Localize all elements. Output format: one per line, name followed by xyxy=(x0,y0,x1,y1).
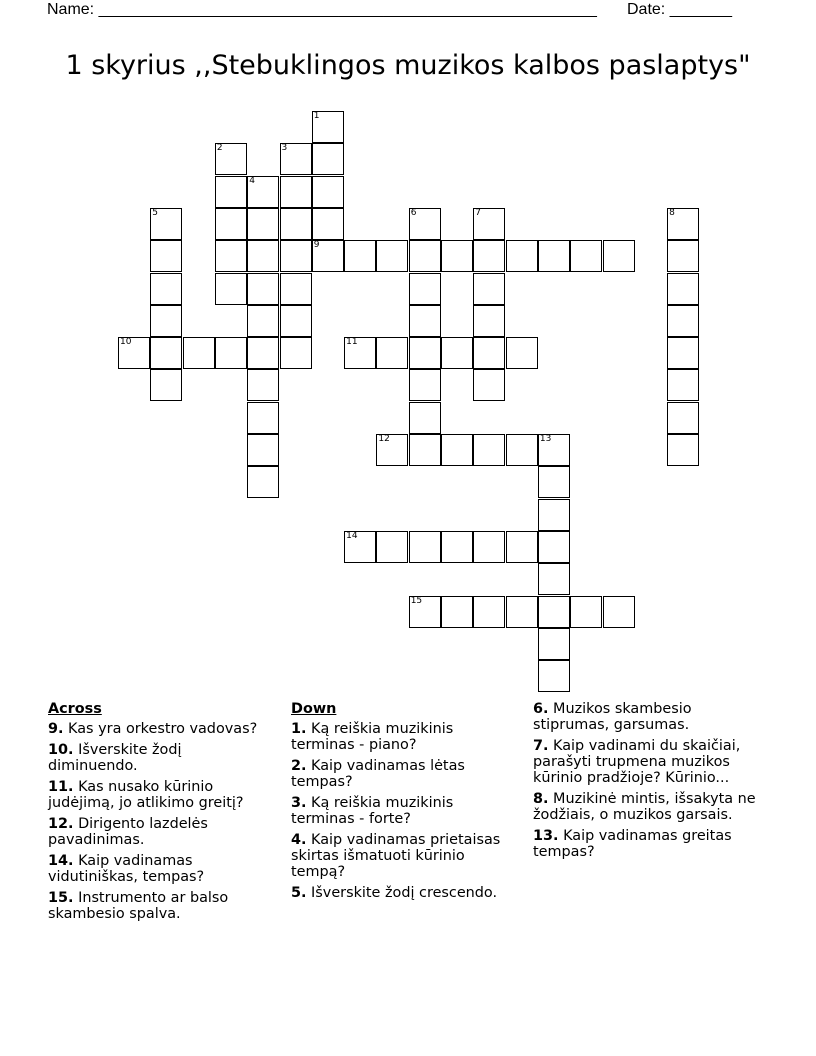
crossword-cell[interactable] xyxy=(409,531,441,563)
clue-text: Kaip vadinamas lėtas tempas? xyxy=(291,758,465,790)
clue-number: 7. xyxy=(533,738,549,754)
clue-item xyxy=(48,779,273,811)
crossword-cell[interactable] xyxy=(312,111,344,143)
cell-number: 10 xyxy=(120,337,132,348)
crossword-cell[interactable] xyxy=(603,240,635,272)
page-title: 1 skyrius ,,Stebuklingos muzikos kalbos paslaptys" xyxy=(65,50,751,81)
crossword-cell[interactable] xyxy=(538,563,570,595)
crossword-cell[interactable] xyxy=(280,305,312,337)
clue-item xyxy=(48,816,273,848)
crossword-cell[interactable] xyxy=(538,531,570,563)
crossword-cell[interactable] xyxy=(280,176,312,208)
clue-text: Kaip vadinamas vidutiniškas, tempas? xyxy=(48,853,205,885)
name-field[interactable]: Name: ________________________________________________________ xyxy=(47,1,597,18)
crossword-cell[interactable] xyxy=(441,337,473,369)
across-heading: Across xyxy=(48,701,102,717)
crossword-cell[interactable] xyxy=(473,273,505,305)
crossword-cell[interactable] xyxy=(473,596,505,628)
crossword-cell[interactable] xyxy=(473,208,505,240)
crossword-cell[interactable] xyxy=(150,273,182,305)
crossword-cell[interactable] xyxy=(247,208,279,240)
crossword-cell[interactable] xyxy=(473,305,505,337)
cell-number: 4 xyxy=(249,175,255,186)
cell-number: 13 xyxy=(539,434,552,444)
crossword-cell[interactable] xyxy=(312,176,344,208)
crossword-cell[interactable] xyxy=(280,240,312,272)
cell-number: 5 xyxy=(152,207,159,218)
clue-text: Kaip vadinamas prietaisas skirtas išmatuoti kūrinio tempą? xyxy=(291,832,501,880)
crossword-cell[interactable] xyxy=(409,208,441,240)
crossword-cell[interactable] xyxy=(441,596,473,628)
crossword-cell[interactable] xyxy=(376,337,408,369)
crossword-cell[interactable] xyxy=(247,305,279,337)
crossword-cell[interactable] xyxy=(247,434,279,466)
clue-item xyxy=(48,853,273,885)
crossword-cell[interactable] xyxy=(247,240,279,272)
crossword-cell[interactable] xyxy=(506,337,538,369)
crossword-cell[interactable] xyxy=(247,337,279,369)
crossword-cell[interactable] xyxy=(441,434,473,466)
crossword-cell[interactable] xyxy=(538,434,570,466)
crossword-cell[interactable] xyxy=(538,240,570,272)
crossword-cell[interactable] xyxy=(570,596,602,628)
crossword-cell[interactable] xyxy=(506,531,538,563)
cell-number: 14 xyxy=(346,530,358,541)
crossword-cell[interactable] xyxy=(409,402,441,434)
crossword-cell[interactable] xyxy=(215,143,247,175)
crossword-cell[interactable] xyxy=(215,208,247,240)
crossword-cell[interactable] xyxy=(538,628,570,660)
crossword-cell[interactable] xyxy=(441,531,473,563)
clue-item xyxy=(291,758,516,790)
crossword-cell[interactable] xyxy=(667,337,699,369)
crossword-cell[interactable] xyxy=(409,434,441,466)
cell-number: 15 xyxy=(410,595,423,606)
clue-item xyxy=(533,791,763,823)
crossword-cell[interactable] xyxy=(441,240,473,272)
down-heading: Down xyxy=(291,701,337,717)
crossword-cell[interactable] xyxy=(538,466,570,498)
cell-number: 1 xyxy=(313,111,320,121)
clue-text: Muzikinė mintis, išsakyta ne žodžiais, o muzikos garsais. xyxy=(533,791,756,823)
clue-item xyxy=(533,701,763,733)
crossword-cell[interactable] xyxy=(280,208,312,240)
crossword-cell[interactable] xyxy=(667,273,699,305)
clue-text: Kaip vadinami du skaičiai, parašyti trupmena muzikos kūrinio pradžioje? Kūrinio... xyxy=(533,738,741,786)
down-clues-column-1 xyxy=(291,701,516,906)
crossword-cell[interactable] xyxy=(344,337,376,369)
clue-number: 4. xyxy=(291,832,307,848)
crossword-cell[interactable] xyxy=(409,596,441,628)
crossword-cell[interactable] xyxy=(312,143,344,175)
down-clues-column-2 xyxy=(533,701,763,865)
clue-text: Kas nusako kūrinio judėjimą, jo atlikimo greitį? xyxy=(48,779,244,811)
clue-item xyxy=(48,721,273,737)
crossword-cell[interactable] xyxy=(409,273,441,305)
clue-number: 8. xyxy=(533,791,549,807)
crossword-cell[interactable] xyxy=(667,240,699,272)
crossword-cell[interactable] xyxy=(247,466,279,498)
clue-number: 15. xyxy=(48,890,74,906)
crossword-cell[interactable] xyxy=(506,434,538,466)
crossword-cell[interactable] xyxy=(603,596,635,628)
clue-item xyxy=(48,742,273,774)
across-clues xyxy=(48,701,273,927)
crossword-cell[interactable] xyxy=(150,240,182,272)
crossword-cell[interactable] xyxy=(344,240,376,272)
cell-number: 6 xyxy=(410,207,417,218)
crossword-cell[interactable] xyxy=(215,273,247,305)
clue-number: 11. xyxy=(48,779,74,795)
crossword-cell[interactable] xyxy=(506,596,538,628)
clue-text: Dirigento lazdelės pavadinimas. xyxy=(48,816,208,848)
clue-text: Instrumento ar balso skambesio spalva. xyxy=(48,890,229,922)
cell-number: 2 xyxy=(216,143,223,154)
crossword-cell[interactable] xyxy=(247,369,279,401)
crossword-cell[interactable] xyxy=(247,176,279,208)
clue-text: Kas yra orkestro vadovas? xyxy=(63,721,258,737)
crossword-cell[interactable] xyxy=(118,337,150,369)
crossword-cell[interactable] xyxy=(344,531,376,563)
clue-number: 6. xyxy=(533,701,549,717)
clue-item xyxy=(48,890,273,922)
clue-number: 13. xyxy=(533,828,559,844)
clue-text: Ką reiškia muzikinis terminas - piano? xyxy=(291,721,454,753)
clue-number: 10. xyxy=(48,742,74,758)
crossword-cell[interactable] xyxy=(312,208,344,240)
crossword-cell[interactable] xyxy=(183,337,215,369)
crossword-cell[interactable] xyxy=(409,369,441,401)
crossword-cell[interactable] xyxy=(409,305,441,337)
crossword-cell[interactable] xyxy=(409,337,441,369)
crossword-cell[interactable] xyxy=(667,208,699,240)
crossword-cell[interactable] xyxy=(150,369,182,401)
date-field[interactable]: Date: _______ xyxy=(627,1,732,18)
clue-number: 14. xyxy=(48,853,74,869)
crossword-cell[interactable] xyxy=(570,240,602,272)
cell-number: 7 xyxy=(475,207,482,218)
crossword-cell[interactable] xyxy=(506,240,538,272)
crossword-cell[interactable] xyxy=(150,208,182,240)
crossword-cell[interactable] xyxy=(538,499,570,531)
crossword-cell[interactable] xyxy=(247,402,279,434)
crossword-cell[interactable] xyxy=(473,337,505,369)
clue-text: Muzikos skambesio stiprumas, garsumas. xyxy=(533,701,692,733)
crossword-cell[interactable] xyxy=(473,434,505,466)
crossword-cell[interactable] xyxy=(376,531,408,563)
crossword-cell[interactable] xyxy=(473,369,505,401)
clue-text: Išverskite žodį diminuendo. xyxy=(48,742,182,774)
crossword-cell[interactable] xyxy=(667,434,699,466)
crossword-cell[interactable] xyxy=(247,273,279,305)
cell-number: 12 xyxy=(378,434,390,444)
crossword-cell[interactable] xyxy=(150,305,182,337)
crossword-cell[interactable] xyxy=(280,143,312,175)
cell-number: 11 xyxy=(346,337,358,348)
crossword-cell[interactable] xyxy=(538,596,570,628)
clue-number: 3. xyxy=(291,795,307,811)
clue-item xyxy=(533,828,763,860)
crossword-cell[interactable] xyxy=(376,434,408,466)
cell-number: 8 xyxy=(669,207,675,218)
clue-item xyxy=(291,885,516,901)
clue-text: Kaip vadinamas greitas tempas? xyxy=(533,828,732,860)
crossword-cell[interactable] xyxy=(538,660,570,692)
crossword-cell[interactable] xyxy=(150,337,182,369)
crossword-cell[interactable] xyxy=(667,305,699,337)
clue-text: Išverskite žodį crescendo. xyxy=(306,885,498,901)
crossword-cell[interactable] xyxy=(280,273,312,305)
crossword-cell[interactable] xyxy=(473,240,505,272)
crossword-cell[interactable] xyxy=(473,531,505,563)
cell-number: 3 xyxy=(281,143,288,154)
crossword-cell[interactable] xyxy=(376,240,408,272)
clue-number: 2. xyxy=(291,758,307,774)
clue-number: 9. xyxy=(48,721,64,737)
crossword-cell[interactable] xyxy=(215,240,247,272)
clue-item xyxy=(291,795,516,827)
crossword-cell[interactable] xyxy=(667,369,699,401)
crossword-cell[interactable] xyxy=(409,240,441,272)
clue-number: 1. xyxy=(291,721,307,737)
clue-item xyxy=(291,832,516,880)
clue-number: 12. xyxy=(48,816,74,832)
cell-number: 9 xyxy=(313,240,320,251)
clue-text: Ką reiškia muzikinis terminas - forte? xyxy=(291,795,454,827)
crossword-cell[interactable] xyxy=(280,337,312,369)
clue-item xyxy=(533,738,763,786)
crossword-cell[interactable] xyxy=(312,240,344,272)
crossword-cell[interactable] xyxy=(667,402,699,434)
clue-number: 5. xyxy=(291,885,307,901)
crossword-cell[interactable] xyxy=(215,337,247,369)
clue-item xyxy=(291,721,516,753)
crossword-cell[interactable] xyxy=(215,176,247,208)
